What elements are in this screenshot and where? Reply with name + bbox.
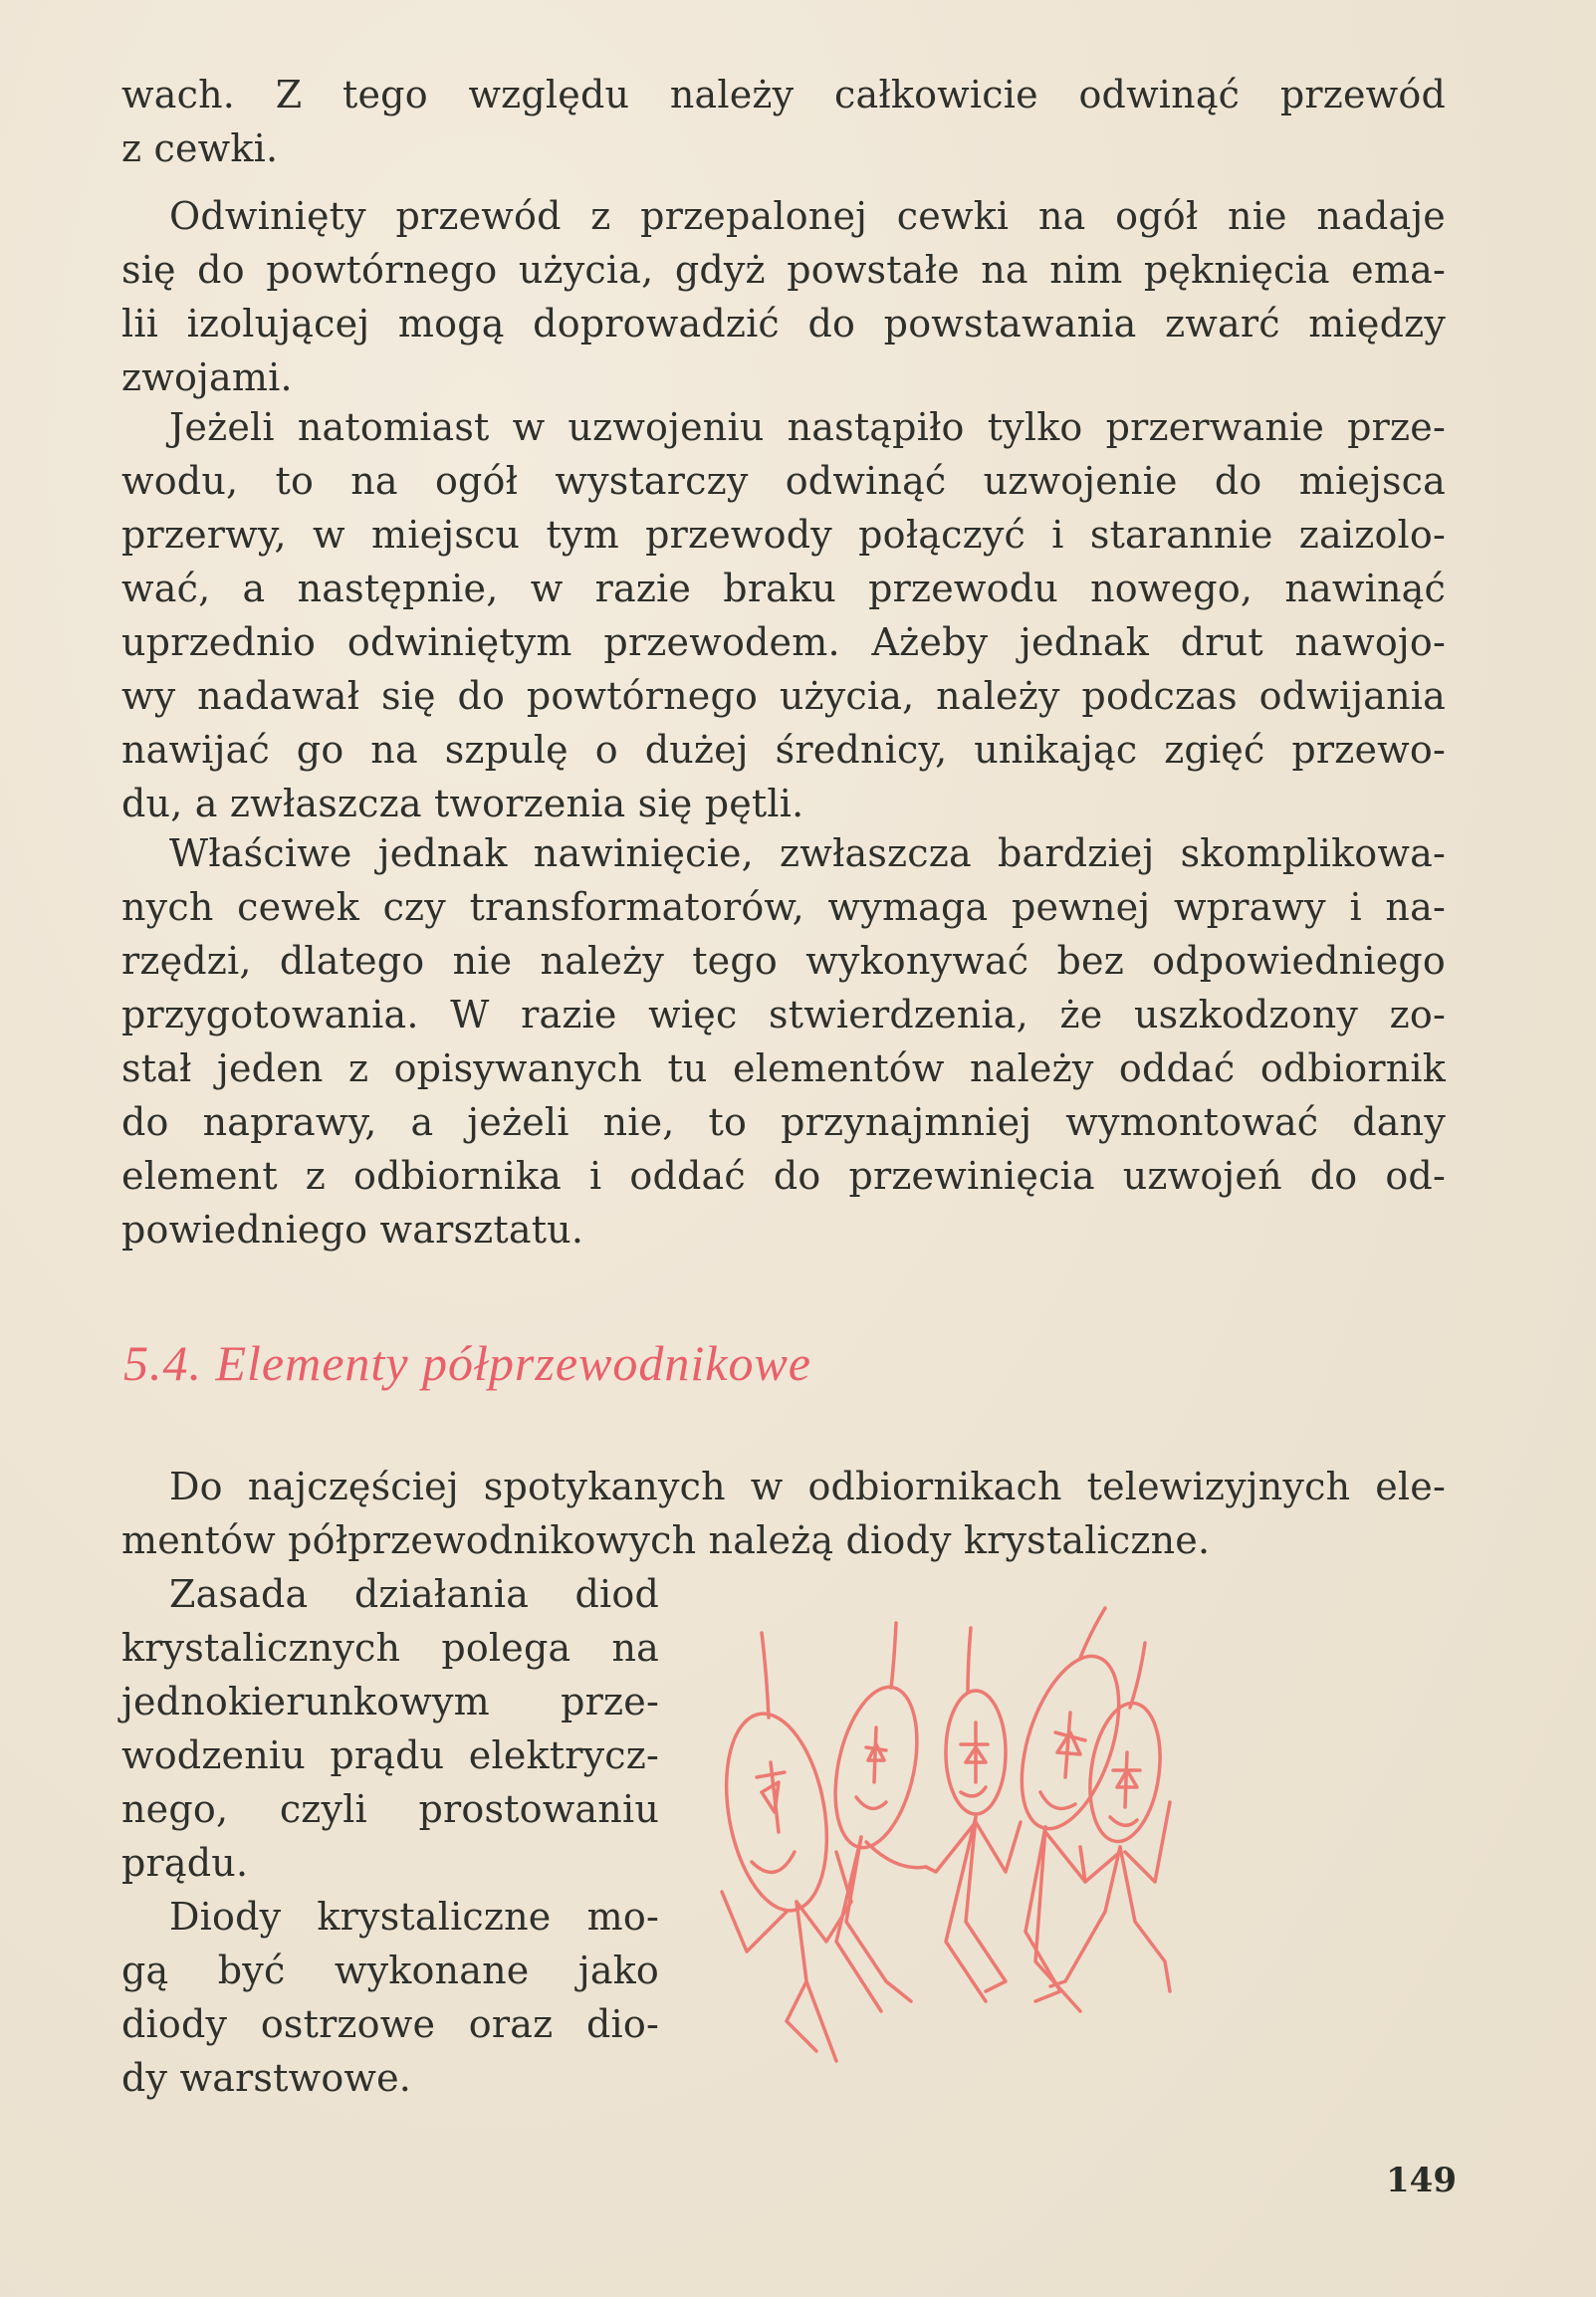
text-line: du, a zwłaszcza tworzenia się pętli.	[121, 782, 804, 825]
text-line: Właściwe jednak nawinięcie, zwłaszcza bardziej skomplikowa-	[169, 831, 1446, 875]
diode-character-2	[822, 1623, 930, 2011]
text-line: stał jeden z opisywanych tu elementów należy oddać odbiornik	[121, 1046, 1446, 1090]
diode-character-4	[1003, 1608, 1138, 2011]
text-line: wach. Z tego względu należy całkowicie odwinąć przewód	[121, 73, 1446, 116]
paragraph-1	[121, 68, 1446, 175]
text-line: Zasada działania diod	[169, 1572, 659, 1616]
text-line: Jeżeli natomiast w uzwojeniu nastąpiło tylko przerwanie prze-	[169, 405, 1446, 449]
paragraph-7	[121, 1890, 659, 2105]
section-heading: 5.4. Elementy półprzewodnikowe	[123, 1335, 811, 1391]
text-line: diody ostrzowe oraz dio-	[121, 2002, 659, 2046]
dancing-diodes-illustration	[687, 1583, 1474, 2111]
text-line: mentów półprzewodnikowych należą diody krystaliczne.	[121, 1518, 1211, 1562]
text-line: rzędzi, dlatego nie należy tego wykonywać bez odpowiedniego	[121, 939, 1446, 983]
text-line: element z odbiornika i oddać do przewinięcia uzwojeń do od-	[121, 1154, 1446, 1198]
text-line: wodzeniu prądu elektrycz-	[121, 1733, 659, 1777]
text-line: gą być wykonane jako	[121, 1949, 659, 1992]
text-line: się do powtórnego użycia, gdyż powstałe na nim pęknięcia ema-	[121, 248, 1446, 292]
text-line: wy nadawał się do powtórnego użycia, należy podczas odwijania	[121, 674, 1446, 718]
text-line: zwojami.	[121, 355, 293, 399]
paragraph-3	[121, 400, 1446, 830]
paragraph-4	[121, 826, 1446, 1257]
text-line: Odwinięty przewód z przepalonej cewki na ogół nie nadaje	[169, 194, 1446, 238]
text-line: do naprawy, a jeżeli nie, to przynajmniej wymontować dany	[121, 1100, 1446, 1144]
text-line: powiedniego warsztatu.	[121, 1208, 584, 1252]
text-line: nych cewek czy transformatorów, wymaga pewnej wprawy i na-	[121, 885, 1446, 929]
text-line: przygotowania. W razie więc stwierdzenia, że uszkodzony zo-	[121, 993, 1446, 1036]
text-line: wodu, to na ogół wystarczy odwinąć uzwojenie do miejsca	[121, 459, 1446, 503]
text-line: przerwy, w miejscu tym przewody połączyć i starannie zaizolo-	[121, 513, 1446, 557]
text-line: prądu.	[121, 1841, 249, 1885]
diode-character-5	[1050, 1643, 1170, 1991]
paragraph-6	[121, 1567, 659, 1890]
paragraph-2	[121, 189, 1446, 404]
text-line: krystalicznych polega na	[121, 1626, 659, 1670]
text-line: dy warstwowe.	[121, 2056, 412, 2100]
text-line: uprzednio odwiniętym przewodem. Ażeby jednak drut nawojo-	[121, 620, 1446, 664]
text-line: nego, czyli prostowaniu	[121, 1787, 659, 1831]
text-line: lii izolującej mogą doprowadzić do powstawania zwarć między	[121, 302, 1446, 345]
text-line: nawijać go na szpulę o dużej średnicy, unikając zgięć przewo-	[121, 728, 1446, 772]
page-number: 149	[1386, 2161, 1457, 2200]
text-line: wać, a następnie, w razie braku przewodu nowego, nawinąć	[121, 567, 1446, 610]
diode-character-3	[926, 1628, 1021, 2001]
text-line: z cewki.	[121, 126, 279, 170]
text-line: jednokierunkowym prze-	[121, 1680, 659, 1723]
text-line: Diody krystaliczne mo-	[169, 1895, 659, 1939]
text-line: Do najczęściej spotykanych w odbiornikach telewizyjnych ele-	[169, 1465, 1446, 1508]
diode-character-1	[712, 1633, 851, 2061]
paragraph-5	[121, 1460, 1446, 1567]
